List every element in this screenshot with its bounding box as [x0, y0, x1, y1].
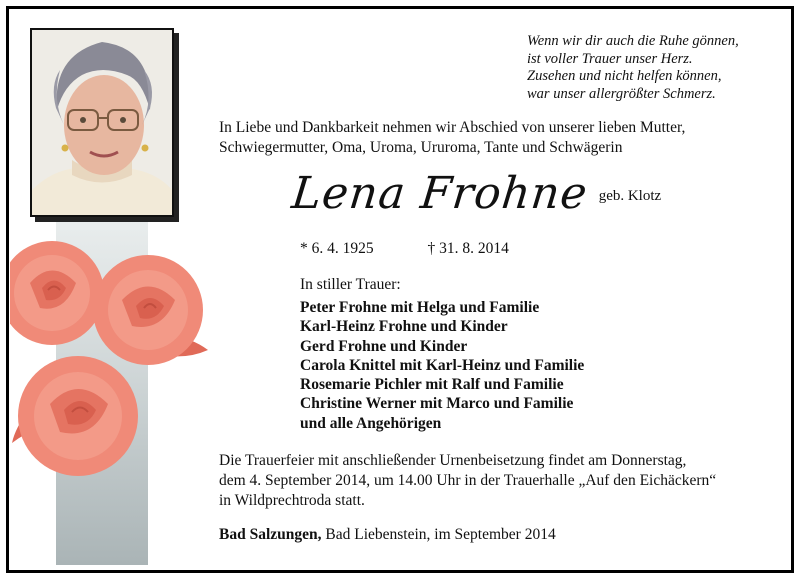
mourner-entry: Rosemarie Pichler mit Ralf und Familie	[300, 376, 564, 394]
deceased-name-row	[289, 168, 662, 219]
place-and-date	[219, 526, 556, 544]
mourning-heading: In stiller Trauer:	[300, 276, 401, 293]
mourners-list	[300, 298, 584, 433]
poem	[527, 33, 739, 103]
service-info	[219, 451, 716, 511]
rose-top-right	[93, 255, 203, 365]
place-bold: Bad Salzungen,	[219, 526, 322, 543]
mourner-entry: Christine Werner mit Marco und Familie	[300, 395, 574, 413]
roses-decoration	[10, 228, 220, 493]
place-rest: Bad Liebenstein, im September 2014	[321, 526, 556, 543]
life-dates	[300, 240, 509, 258]
maiden-name: geb. Klotz	[598, 188, 662, 204]
portrait-photo	[30, 28, 174, 217]
birth-date: * 6. 4. 1925	[300, 240, 374, 257]
rose-bottom	[18, 356, 138, 476]
mourner-entry: Peter Frohne mit Helga und Familie	[300, 299, 540, 316]
poem-line: Wenn wir dir auch die Ruhe gönnen,	[527, 33, 739, 49]
mourner-entry: Carola Knittel mit Karl-Heinz und Familie	[300, 356, 585, 374]
mourner-entry: und alle Angehörigen	[300, 414, 442, 432]
poem-line: Zusehen und nicht helfen können,	[527, 68, 722, 84]
service-line: dem 4. September 2014, um 14.00 Uhr in der Trauerhalle „Auf den Eichäckern“	[219, 472, 717, 489]
rose-top-left	[10, 241, 104, 345]
poem-line: war unser allergrößter Schmerz.	[527, 85, 716, 102]
service-line: in Wildprechtroda statt.	[219, 492, 365, 509]
intro-line: In Liebe und Dankbarkeit nehmen wir Abschied von unserer lieben Mutter,	[219, 119, 686, 136]
intro-text	[219, 118, 779, 158]
service-line: Die Trauerfeier mit anschließender Urnenbeisetzung findet am Donnerstag,	[219, 452, 687, 469]
deceased-name: Lena Frohne	[289, 168, 591, 219]
death-date: † 31. 8. 2014	[427, 240, 509, 257]
mourner-entry: Gerd Frohne und Kinder	[300, 337, 468, 355]
mourner-entry: Karl-Heinz Frohne und Kinder	[300, 318, 508, 336]
poem-line: ist voller Trauer unser Herz.	[527, 50, 693, 67]
intro-line: Schwiegermutter, Oma, Uroma, Ururoma, Tante und Schwägerin	[219, 139, 623, 156]
